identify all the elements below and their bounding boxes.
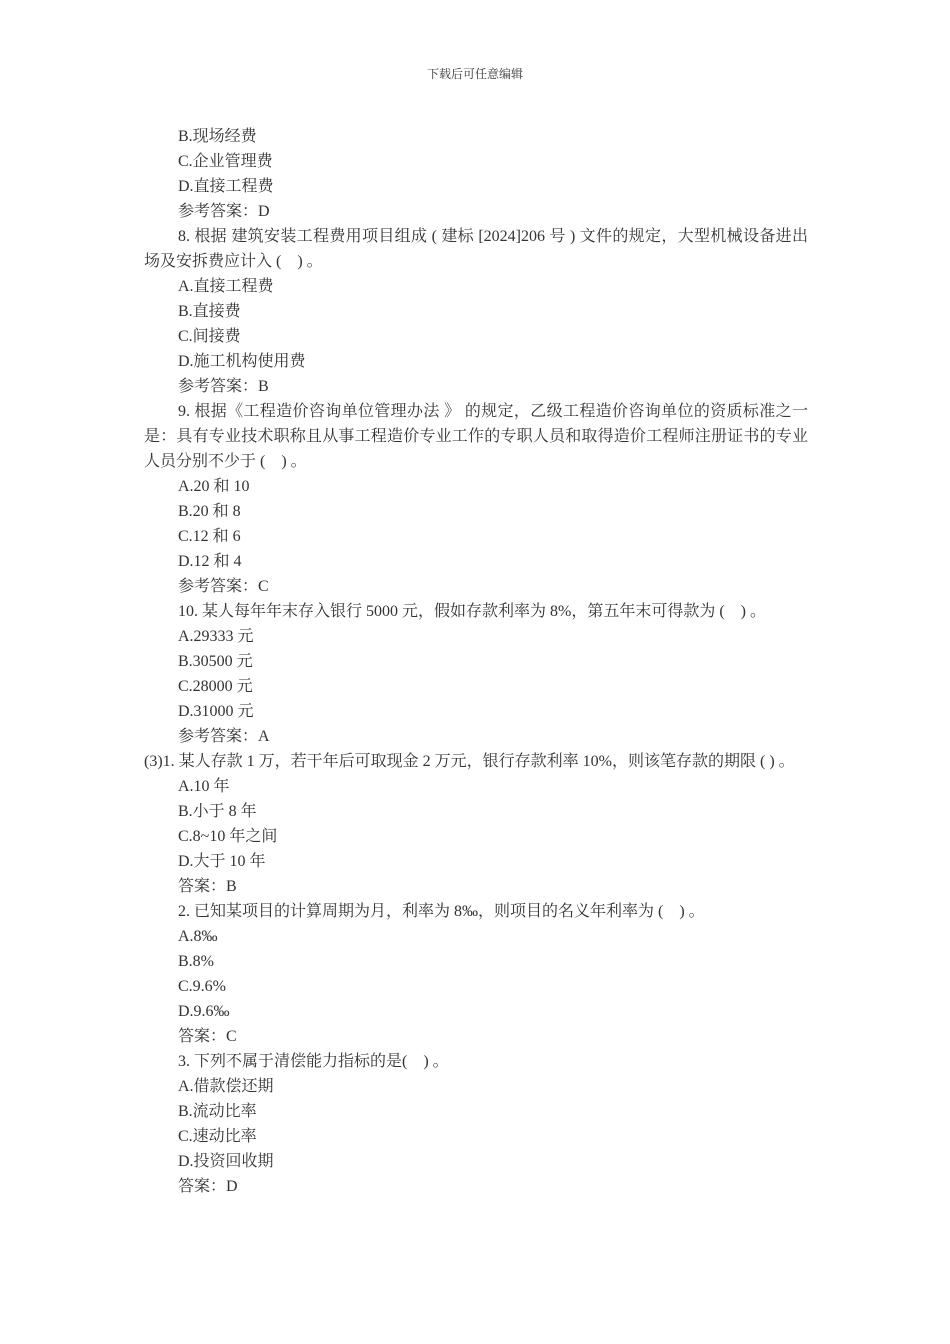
- question-2: 2. 已知某项目的计算周期为月，利率为 8‰，则项目的名义年利率为 ( ) 。: [178, 903, 705, 920]
- option-b: B.现场经费: [178, 128, 257, 145]
- option-c: C.8~10 年之间: [178, 828, 278, 845]
- option-d: D.投资回收期: [178, 1153, 274, 1170]
- option-b: B.8%: [178, 953, 214, 970]
- option-a: A.直接工程费: [178, 278, 274, 295]
- answer-line: 答案：B: [178, 878, 237, 895]
- option-b: B.20 和 8: [178, 503, 241, 520]
- option-a: A.10 年: [178, 778, 230, 795]
- option-a: A.8‰: [178, 928, 218, 945]
- option-d: D.9.6‰: [178, 1003, 230, 1020]
- answer-line: 答案：D: [178, 1178, 238, 1195]
- document-body: [144, 124, 808, 1199]
- option-d: D.施工机构使用费: [178, 353, 306, 370]
- option-c: C.速动比率: [178, 1128, 257, 1145]
- option-b: B.流动比率: [178, 1103, 257, 1120]
- option-d: D.直接工程费: [178, 178, 274, 195]
- page-header: 下载后可任意编辑: [426, 67, 523, 81]
- question-9: 9. 根据《工程造价咨询单位管理办法 》 的规定，乙级工程造价咨询单位的资质标准之一是：具有专业技术职称且从事工程造价专业工作的专职人员和取得造价工程师注册证书的专业人员分别不少于 ( ) 。: [144, 403, 808, 470]
- option-c: C.12 和 6: [178, 528, 241, 545]
- option-c: C.28000 元: [178, 678, 253, 695]
- option-d: D.大于 10 年: [178, 853, 266, 870]
- question-3: 3. 下列不属于清偿能力指标的是( ) 。: [178, 1053, 449, 1070]
- option-a: A.借款偿还期: [178, 1078, 274, 1095]
- option-a: A.29333 元: [178, 628, 254, 645]
- option-d: D.31000 元: [178, 703, 254, 720]
- question-10: 10. 某人每年年末存入银行 5000 元，假如存款利率为 8%，第五年末可得款为 ( ) 。: [178, 603, 766, 620]
- option-c: C.9.6%: [178, 978, 226, 995]
- option-d: D.12 和 4: [178, 553, 242, 570]
- option-b: B.小于 8 年: [178, 803, 257, 820]
- option-a: A.20 和 10: [178, 478, 250, 495]
- answer-line: 答案：C: [178, 1028, 237, 1045]
- answer-line: 参考答案：D: [178, 203, 270, 220]
- question-8: 8. 根据 建筑安装工程费用项目组成 ( 建标 [2024]206 号 ) 文件的规定，大型机械设备进出场及安拆费应计入 ( ) 。: [144, 228, 808, 270]
- option-c: C.间接费: [178, 328, 241, 345]
- option-b: B.直接费: [178, 303, 241, 320]
- section-3-question-1: (3)1. 某人存款 1 万，若干年后可取现金 2 万元，银行存款利率 10%，则该笔存款的期限 ( ) 。: [144, 753, 795, 770]
- answer-line: 参考答案：B: [178, 378, 269, 395]
- answer-line: 参考答案：C: [178, 578, 269, 595]
- option-b: B.30500 元: [178, 653, 253, 670]
- answer-line: 参考答案：A: [178, 728, 270, 745]
- option-c: C.企业管理费: [178, 153, 273, 170]
